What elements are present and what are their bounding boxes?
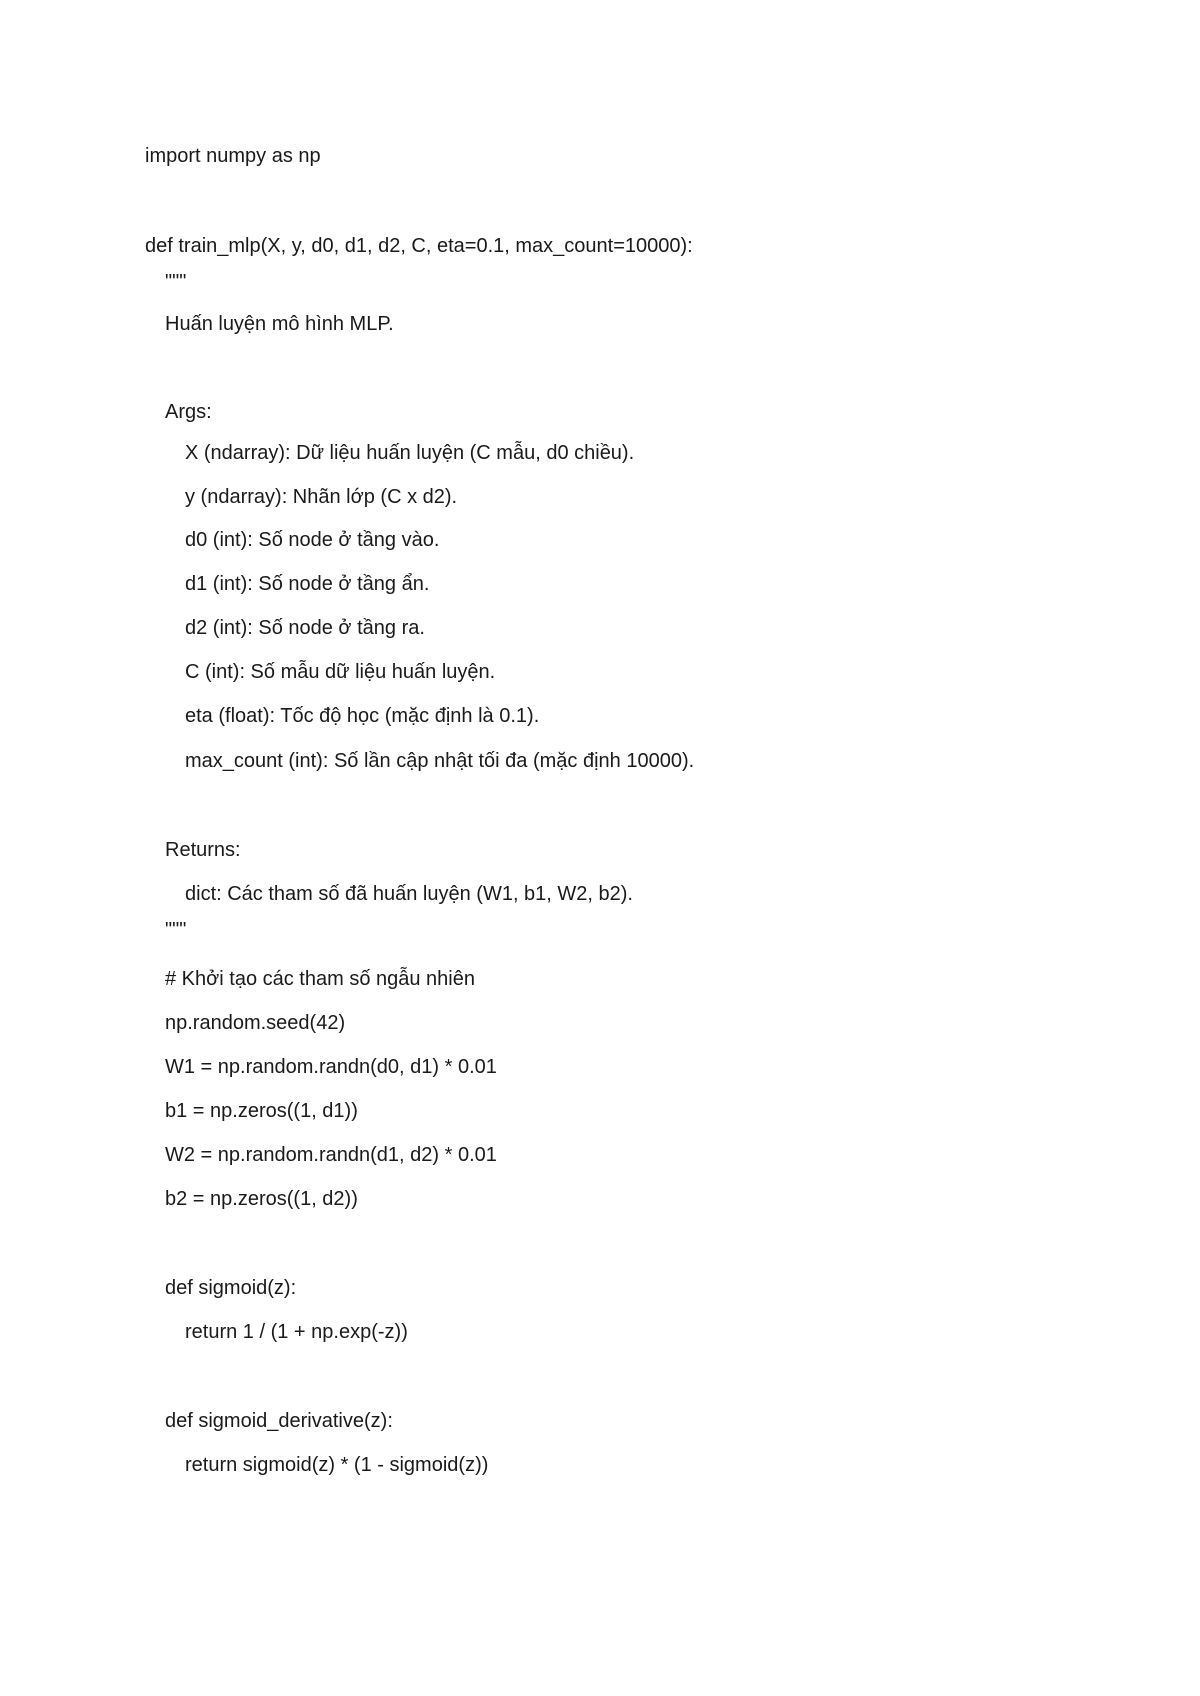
code-line-args-header: Args: xyxy=(165,401,212,423)
code-line-arg-c: C (int): Số mẫu dữ liệu huấn luyện. xyxy=(185,661,496,683)
code-line-arg-x: X (ndarray): Dữ liệu huấn luyện (C mẫu, d0 chiều). xyxy=(185,442,635,464)
code-line-arg-eta: eta (float): Tốc độ học (mặc định là 0.1). xyxy=(185,705,540,727)
code-line-docstring-close: """ xyxy=(165,919,187,941)
code-line-import: import numpy as np xyxy=(145,145,321,167)
code-line-b1: b1 = np.zeros((1, d1)) xyxy=(165,1100,358,1122)
code-line-arg-d1: d1 (int): Số node ở tầng ẩn. xyxy=(185,573,430,595)
code-line-returns-header: Returns: xyxy=(165,839,241,861)
code-line-w1: W1 = np.random.randn(d0, d1) * 0.01 xyxy=(165,1056,497,1078)
code-line-seed: np.random.seed(42) xyxy=(165,1012,346,1034)
code-line-def-sigmoid: def sigmoid(z): xyxy=(165,1277,297,1299)
code-line-def-sigmoid-derivative: def sigmoid_derivative(z): xyxy=(165,1410,393,1432)
code-line-docstring-open: """ xyxy=(165,271,187,293)
code-line-arg-y: y (ndarray): Nhãn lớp (C x d2). xyxy=(185,486,458,508)
code-line-arg-d0: d0 (int): Số node ở tầng vào. xyxy=(185,529,440,551)
code-line-return-sigmoid-derivative: return sigmoid(z) * (1 - sigmoid(z)) xyxy=(185,1454,489,1476)
code-line-comment-init: # Khởi tạo các tham số ngẫu nhiên xyxy=(165,968,475,990)
code-line-summary: Huấn luyện mô hình MLP. xyxy=(165,313,394,335)
code-line-def-train-mlp: def train_mlp(X, y, d0, d1, d2, C, eta=0.1, max_count=10000): xyxy=(145,235,693,257)
code-line-return-sigmoid: return 1 / (1 + np.exp(-z)) xyxy=(185,1321,408,1343)
code-line-w2: W2 = np.random.randn(d1, d2) * 0.01 xyxy=(165,1144,497,1166)
code-line-b2: b2 = np.zeros((1, d2)) xyxy=(165,1188,358,1210)
code-line-arg-d2: d2 (int): Số node ở tầng ra. xyxy=(185,617,425,639)
code-line-arg-max-count: max_count (int): Số lần cập nhật tối đa (mặc định 10000). xyxy=(185,750,695,772)
code-line-returns-dict: dict: Các tham số đã huấn luyện (W1, b1, W2, b2). xyxy=(185,883,633,905)
